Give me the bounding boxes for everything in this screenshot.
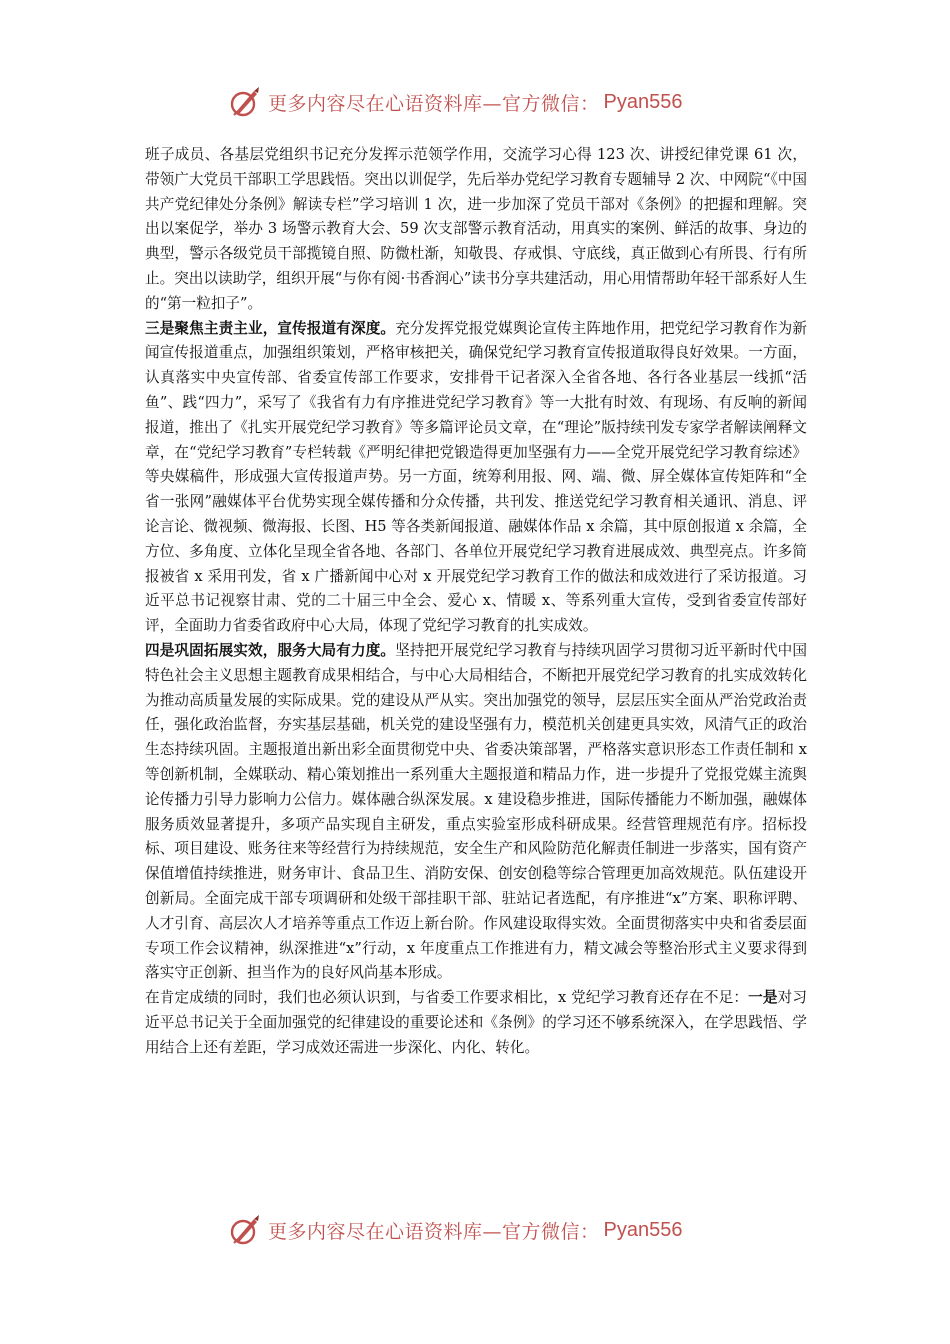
watermark-text: 更多内容尽在心语资料库—官方微信： xyxy=(268,1220,600,1243)
paragraph-study-activities xyxy=(145,143,807,317)
paragraph-text: 坚持把开展党纪学习教育与持续巩固学习贯彻习近平新时代中国特色社会主义思想主题教育成果相结合，与中心大局相结合，不断把开展党纪学习教育的扎实成效转化为推动高质量发展的实际成果。党的建设从严从实。突出加强党的领导，层层压实全面从严治党政治责任，强化政治监督，夯实基层基础，机关党的建设坚强有力，模范机关创建更具实效，风清气正的政治生态持续巩固。主题报道出新出彩全面贯彻党中央、省委决策部署，严格落实意识形态工作责任制和 x 等创新机制，全媒联动、精心策划推出一系列重大主题报道和精品力作，进一步提升了党报党媒主流舆论传播力引导力影响力公信力。媒体融合纵深发展。x 建设稳步推进，国际传播能力不断加强，融媒体服务质效显著提升，多项产品实现自主研发，重点实验室形成科研成果。经营管理规范有序。招标投标、项目建设、账务往来等经营行为持续规范，安全生产和风险防范化解责任制进一步落实，国有资产保值增值持续推进，财务审计、食品卫生、消防安保、创安创稳等综合管理更加高效规范。队伍建设开创新局。全面完成干部专项调研和处级干部挂职干部、驻站记者选配，有序推进“x”方案、职称评聘、人才引育、高层次人才培养等重点工作迈上新台阶。作风建设取得实效。全面贯彻落实中央和省委层面专项工作会议精神，纵深推进“x”行动，x 年度重点工作推进有力，精文减会等整治形式主义要求得到落实守正创新、担当作为的良好风尚基本形成。 xyxy=(145,641,807,982)
paragraph-text: 对习近平总书记关于全面加强党的纪律建设的重要论述和《条例》的学习还不够系统深入，在学思践悟、学用结合上还有差距，学习成效还需进一步深化、内化、转化。 xyxy=(145,989,807,1056)
paragraph-text: 充分发挥党报党媒舆论宣传主阵地作用，把党纪学习教育作为新闻宣传报道重点，加强组织策划，严格审核把关，确保党纪学习教育宣传报道取得良好效果。一方面，认真落实中央宣传部、省委宣传部工作要求，安排骨干记者深入全省各地、各行各业基层一线抓“活鱼”、践“四力”，采写了《我省有力有序推进党纪学习教育》等一大批有时效、有现场、有反响的新闻报道，推出了《扎实开展党纪学习教育》等多篇评论员文章，在“理论”版持续刊发专家学者解读阐释文章，在“党纪学习教育”专栏转载《严明纪律把党锻造得更加坚强有力——全党开展党纪学习教育综述》等央媒稿件，形成强大宣传报道声势。另一方面，统筹利用报、网、端、微、屏全媒体宣传矩阵和“全省一张网”融媒体平台优势实现全媒传播和分众传播，共刊发、推送党纪学习教育相关通讯、消息、评论言论、微视频、微海报、长图、H5 等各类新闻报道、融媒体作品 x 余篇，其中原创报道 x 余篇，全方位、多角度、立体化呈现全省各地、各部门、各单位开展党纪学习教育进展成效、典型亮点。许多简报被省 x 采用刊发，省 x 广播新闻中心对 x 开展党纪学习教育工作的做法和成效进行了采访报道。习近平总书记视察甘肃、党的二十届三中全会、爱心 x、情暖 x、等系列重大宣传，受到省委宣传部好评，全面助力省委省政府中心大局，体现了党纪学习教育的扎实成效。 xyxy=(145,319,807,635)
point-heading-one: 一是 xyxy=(748,989,778,1007)
watermark-wechat-id: Pyan556 xyxy=(603,1218,683,1241)
paragraph-text: 班子成员、各基层党组织书记充分发挥示范领学作用，交流学习心得 123 次、讲授纪律党课 61 次，带领广大党员干部职工学思践悟。突出以训促学，先后举办党纪学习教育专题辅导 2 次、中网院“《中国共产党纪律处分条例》解读专栏”学习培训 1 次，进一步加深了党员干部对《条例》的把握和理解。突出以案促学，举办 3 场警示教育大会、59 次支部警示教育活动，用真实的案例、鲜活的故事、身边的典型，警示各级党员干部揽镜自照、防微杜渐，知敬畏、存戒惧、守底线，真正做到心有所畏、行有所止。突出以读助学，组织开展“与你有阅·书香润心”读书分享共建活动，用心用情帮助年轻干部系好人生的“第一粒扣子”。 xyxy=(145,146,807,312)
paragraph-shortcomings xyxy=(145,986,807,1060)
section-heading-three: 三是聚焦主责主业，宣传报道有深度。 xyxy=(145,319,396,337)
watermark-banner-top xyxy=(228,82,728,122)
quill-pen-icon xyxy=(228,1213,262,1247)
document-body xyxy=(145,143,807,1060)
watermark-banner-bottom xyxy=(228,1210,728,1250)
watermark-text: 更多内容尽在心语资料库—官方微信： xyxy=(268,92,600,115)
watermark-wechat-id: Pyan556 xyxy=(603,90,683,113)
paragraph-publicity-reporting xyxy=(145,317,807,639)
quill-pen-icon xyxy=(228,85,262,119)
paragraph-intro: 在肯定成绩的同时，我们也必须认识到，与省委工作要求相比，x 党纪学习教育还存在不足： xyxy=(145,989,749,1007)
section-heading-four: 四是巩固拓展实效，服务大局有力度。 xyxy=(145,641,396,659)
paragraph-consolidate-results xyxy=(145,639,807,986)
